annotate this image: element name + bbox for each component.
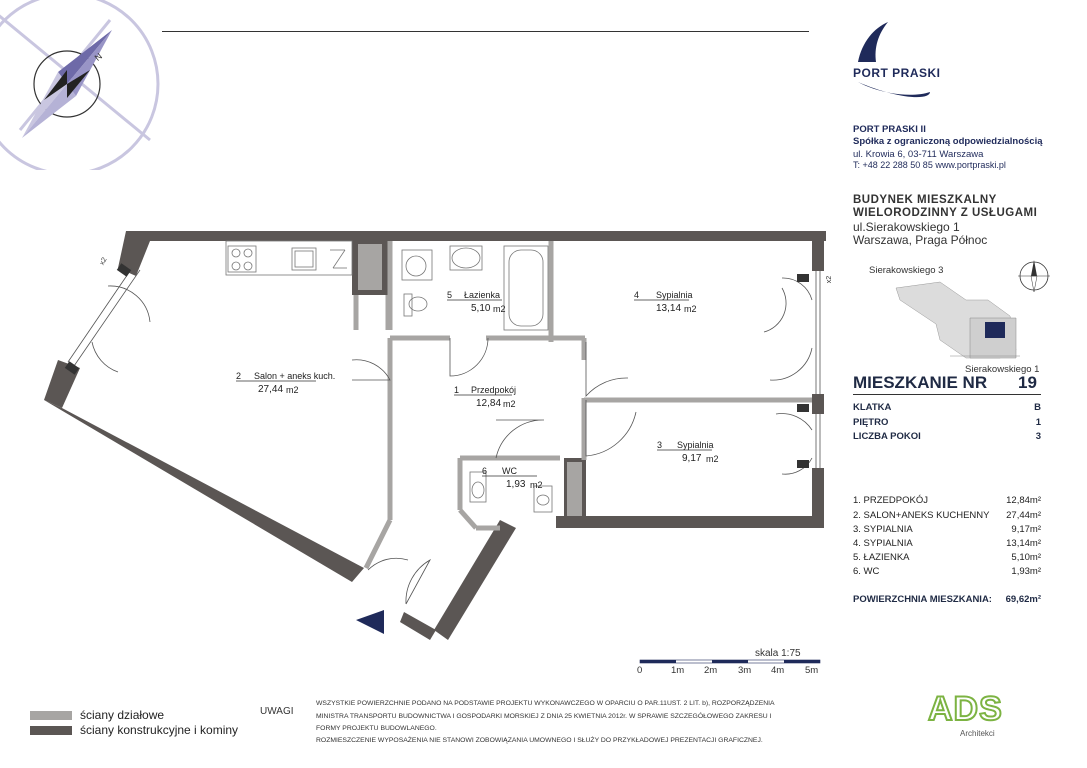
info-row-klatka: KLATKA B: [853, 402, 1041, 413]
scale-tick-0: 0: [637, 665, 643, 676]
room-6-area: 1,93: [506, 479, 526, 490]
scale-tick-5: 5m: [805, 665, 819, 676]
room-5-number: 5: [447, 290, 453, 300]
notes-line-1: WSZYSTKIE POWIERZCHNIE PODANO NA PODSTAWIE PROJEKTU WYKONAWCZEGO W OPARCIU O PAR.11UST. 2 LIT. b), ROZPORZĄDZENIA: [316, 700, 775, 707]
developer-logo-text: PORT PRASKI: [853, 66, 941, 80]
area-row-salon: 2. SALON+ANEKS KUCHENNY 27,44m²: [853, 510, 1041, 521]
info-row-pietro: PIĘTRO 1: [853, 417, 1041, 428]
room-6-name: WC: [502, 466, 517, 476]
legend-swatch-structural: [30, 726, 72, 735]
company-contact: T: +48 22 288 50 85 www.portpraski.pl: [853, 160, 1006, 170]
area-row-wc: 6. WC 1,93m²: [853, 566, 1041, 577]
architect-sub: Architekci: [960, 729, 995, 738]
apartment-title: MIESZKANIE NR: [853, 373, 988, 392]
window-mark-right: x2: [826, 275, 834, 284]
area-row-sypialnia-3: 3. SYPIALNIA 9,17m²: [853, 524, 1041, 535]
apartment-title-rule: [853, 394, 1041, 395]
area-row-lazienka: 5. ŁAZIENKA 5,10m²: [853, 552, 1041, 563]
room-2-unit: m2: [286, 385, 299, 395]
building-city: Warszawa, Praga Północ: [853, 233, 988, 247]
scale-tick-1: 1m: [671, 665, 685, 676]
info-row-rooms: LICZBA POKOI 3: [853, 431, 1041, 442]
room-4-area: 13,14: [656, 303, 682, 314]
room-2-number: 2: [236, 371, 242, 381]
building-line-1: BUDYNEK MIESZKALNY: [853, 194, 997, 206]
company-name: PORT PRASKI II: [853, 124, 926, 135]
site-street-bottom: Sierakowskiego 1: [965, 364, 1040, 375]
room-2-name: Salon + aneks kuch.: [254, 371, 336, 381]
room-4-name: Sypialnia: [656, 290, 693, 300]
building-street: ul.Sierakowskiego 1: [853, 220, 960, 234]
company-type: Spółka z ograniczoną odpowiedzialnością: [853, 136, 1043, 147]
window-mark-left: x2: [98, 256, 109, 267]
notes-line-3: FORMY PROJEKTU BUDOWLANEGO.: [316, 725, 437, 732]
room-6-unit: m2: [530, 480, 543, 490]
legend-partition-label: ściany działowe: [80, 708, 165, 722]
area-row-sypialnia-4: 4. SYPIALNIA 13,14m²: [853, 538, 1041, 549]
legend-swatch-partition: [30, 711, 72, 720]
room-3-number: 3: [657, 440, 663, 450]
entrance-arrow-icon: [356, 610, 384, 634]
total-area-row: POWIERZCHNIA MIESZKANIA: 69,62m²: [853, 594, 1041, 605]
room-3-unit: m2: [706, 454, 719, 464]
area-row-przedpokoj: 1. PRZEDPOKÓJ 12,84m²: [853, 495, 1041, 506]
notes-line-2: MINISTRA TRANSPORTU BUDOWNICTWA I GOSPODARKI MORSKIEJ Z DNIA 25 KWIETNIA 2012r. W SPRAWIE SZCZEGÓŁOWEGO ZAKRESU I: [316, 713, 772, 720]
legend-structural-label: ściany konstrukcyjne i kominy: [80, 723, 239, 737]
room-5-unit: m2: [493, 304, 506, 314]
room-3-name: Sypialnia: [677, 440, 714, 450]
room-4-number: 4: [634, 290, 640, 300]
scale-tick-4: 4m: [771, 665, 785, 676]
room-1-name: Przedpokój: [471, 385, 517, 395]
room-3-area: 9,17: [682, 453, 702, 464]
room-2-area: 27,44: [258, 384, 284, 395]
room-4-unit: m2: [684, 304, 697, 314]
compass-north-letter: N: [92, 51, 104, 63]
room-1-number: 1: [454, 385, 460, 395]
scale-tick-2: 2m: [704, 665, 718, 676]
apartment-number: 19: [1018, 373, 1037, 392]
building-line-2: WIELORODZINNY Z USŁUGAMI: [853, 207, 1038, 219]
notes-line-4: ROZMIESZCZENIE WYPOSAŻENIA NIE STANOWI ZOBOWIĄZANIA UMOWNEGO I SŁUŻY DO PRZYKŁADOWEJ PREZENTACJI GRAFICZNEJ.: [316, 737, 763, 744]
room-5-name: Łazienka: [464, 290, 501, 300]
room-6-number: 6: [482, 466, 488, 476]
architect-logo: ADS: [928, 690, 1003, 728]
room-1-area: 12,84: [476, 398, 502, 409]
room-1-unit: m2: [503, 399, 516, 409]
scale-tick-3: 3m: [738, 665, 752, 676]
notes-title: UWAGI: [260, 706, 294, 717]
scale-label: skala 1:75: [755, 648, 801, 659]
site-street-top: Sierakowskiego 3: [869, 265, 944, 276]
company-address: ul. Krowia 6, 03-711 Warszawa: [853, 149, 984, 160]
room-5-area: 5,10: [471, 303, 491, 314]
